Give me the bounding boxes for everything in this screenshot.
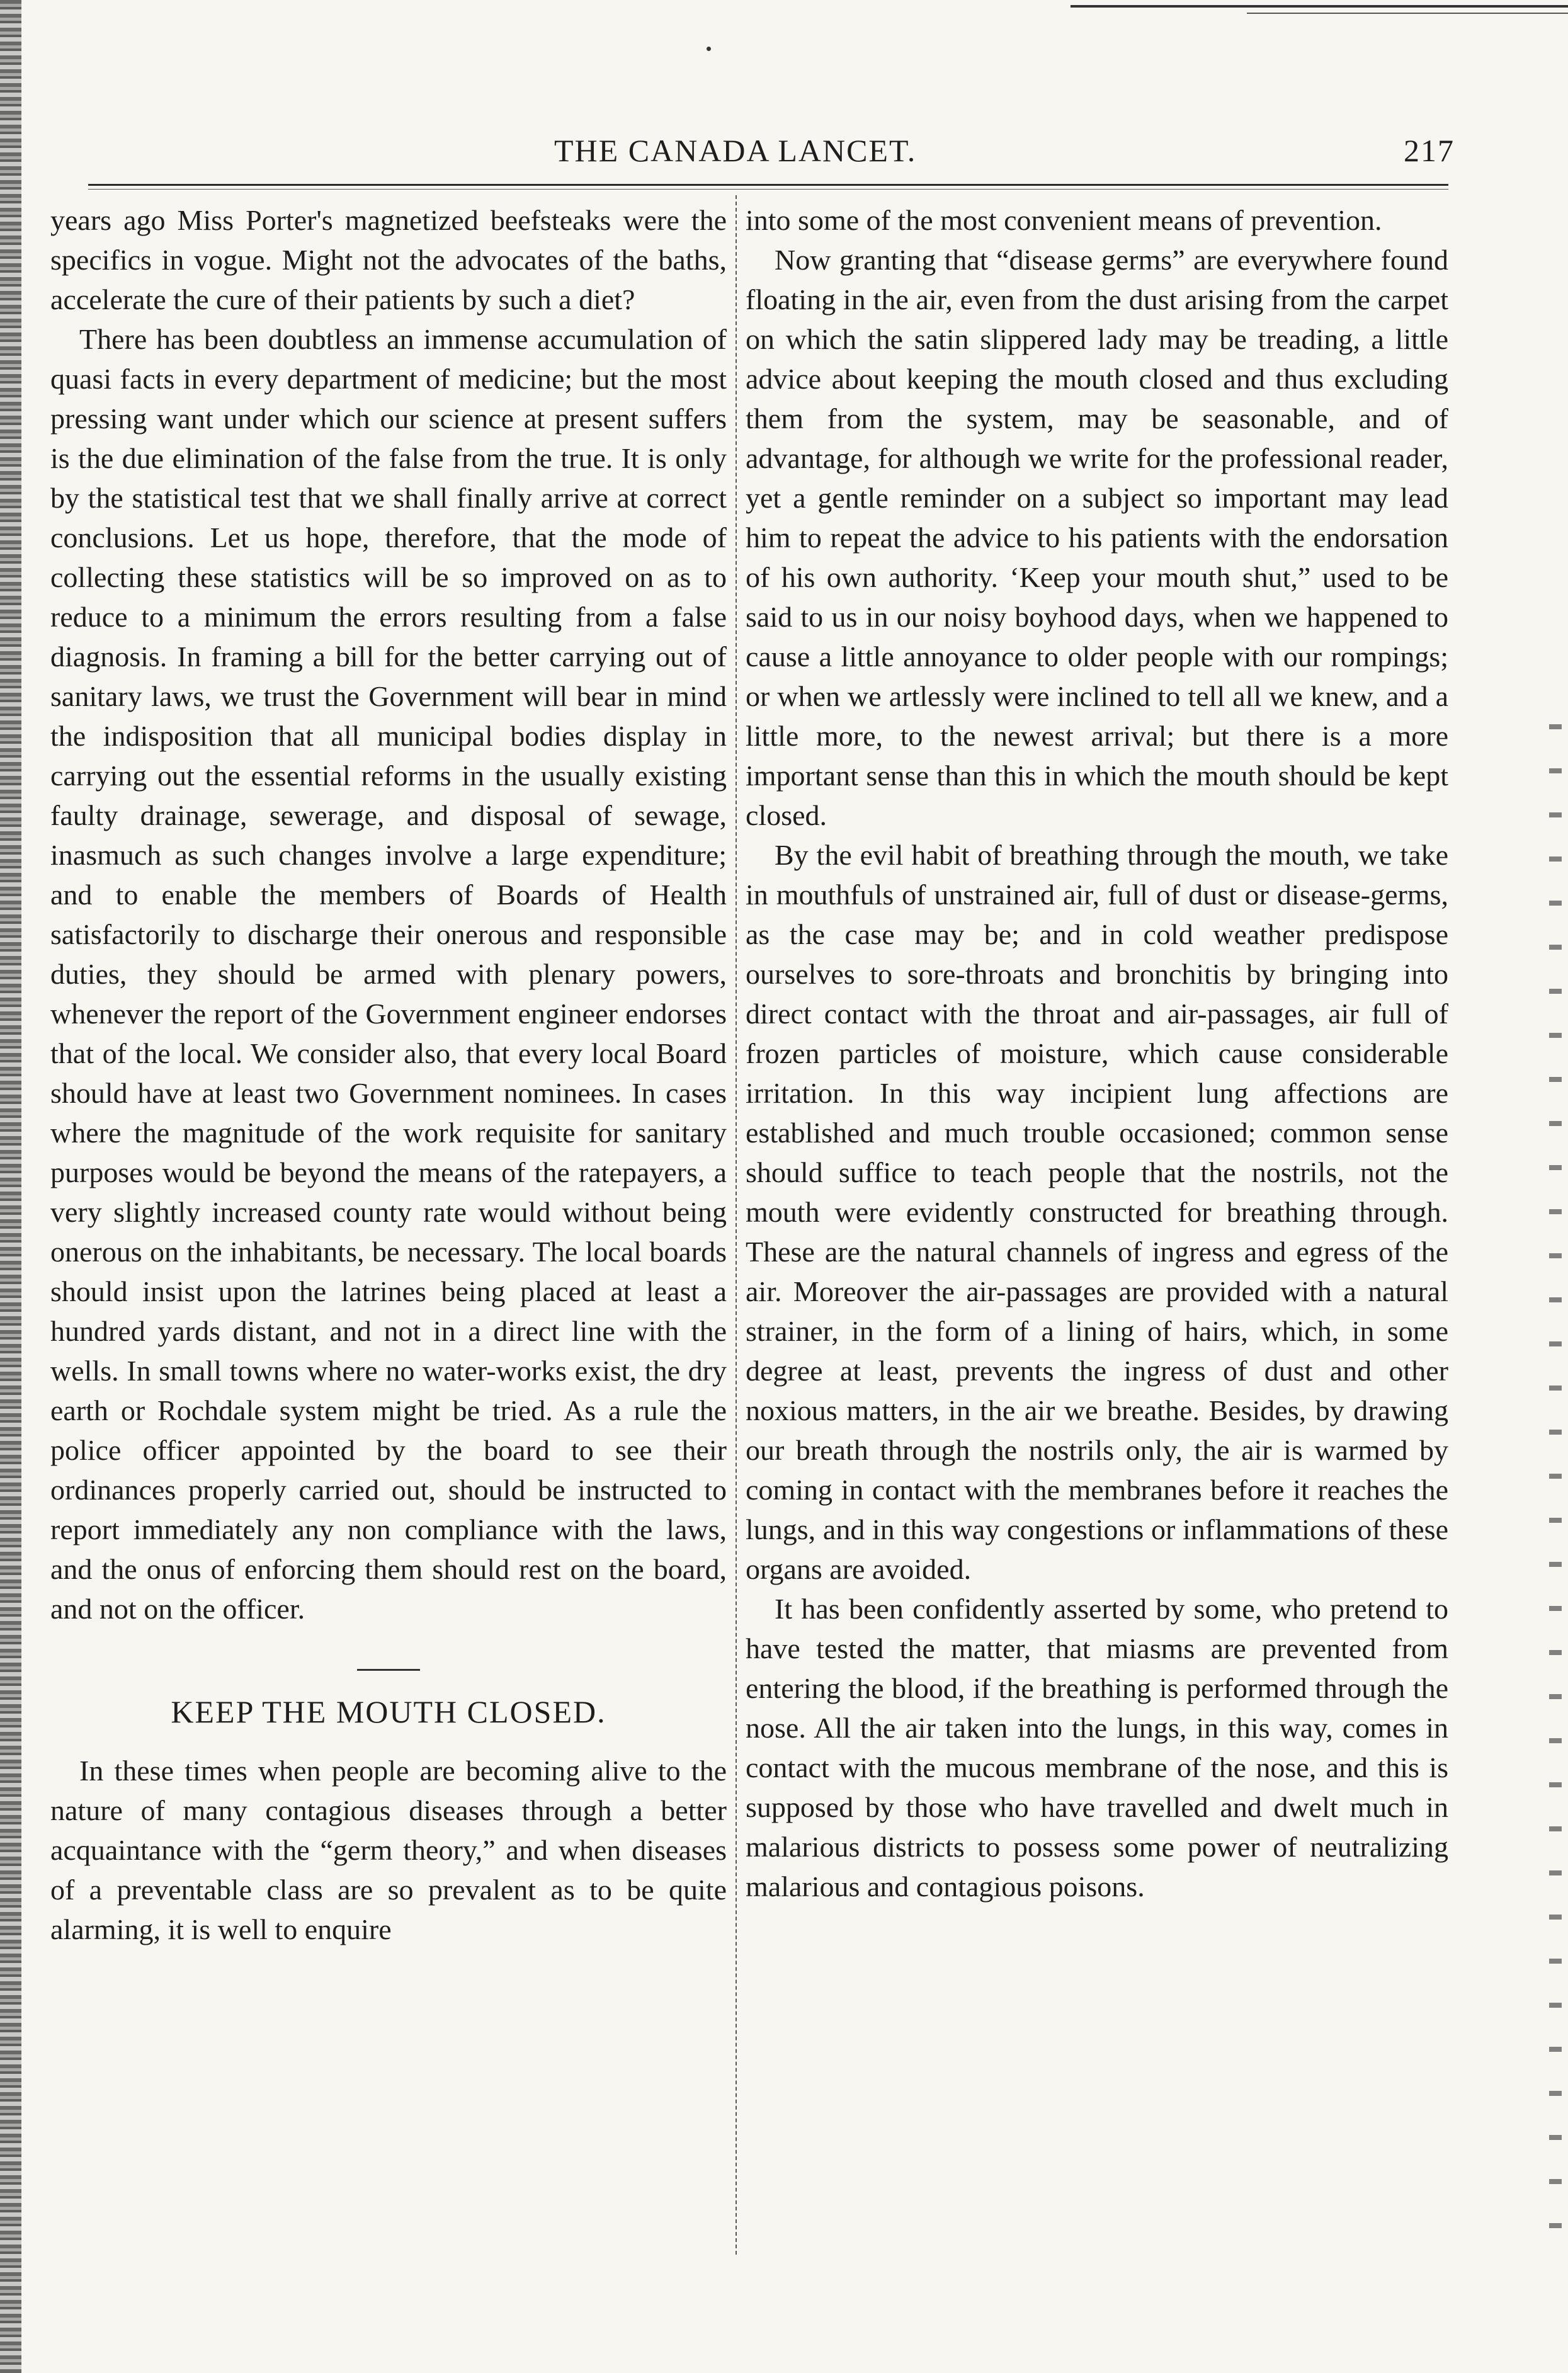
running-header: [554, 132, 1455, 176]
top-edge-rule: [1071, 5, 1568, 8]
paragraph: By the evil habit of breathing through the mouth, we take in mouthfuls of unstrained air, full of dust or disease-germs, as the case may be; and in cold weather predispose ourselves to sore-throats and bronchitis by bringing into direct contact with the throat and air-passages, air full of frozen particles of moisture, which cause considerable irritation. In this way incipient lung affections are established and much trouble occasioned; common sense should suffice to teach people that the nostrils, not the mouth were evidently constructed for breathing through. These are the natural channels of ingress and egress of the air. Moreover the air-passages are provided with a natural strainer, in the form of a lining of hairs, which, in some degree at least, prevents the ingress of dust and other noxious matters, in the air we breathe. Besides, by drawing our breath through the nostrils only, the air is warmed by coming in contact with the membranes before it reaches the lungs, and in this way congestions or inflammations of these organs are avoided.: [746, 839, 1448, 1585]
paragraph: It has been confidently asserted by some, who pretend to have tested the matter, that miasms are prevented from entering the blood, if the breathing is performed through the nose. All the air taken into the lungs, in this way, comes in contact with the mucous membrane of the nose, and this is supposed by those who have travelled and dwelt much in malarious districts to possess some power of neutralizing malarious and contagious poisons.: [746, 1593, 1448, 1903]
paragraph: years ago Miss Porter's magnetized beefsteaks were the specifics in vogue. Might not the advocates of the baths, accelerate the cure of their patients by such a diet?: [50, 204, 727, 316]
page-number: 217: [1404, 133, 1455, 168]
page-binding-edge: [0, 0, 21, 2373]
right-column: [746, 200, 1448, 1906]
section-separator: [357, 1669, 420, 1671]
header-rule: [88, 184, 1448, 186]
journal-title: THE CANADA LANCET.: [554, 133, 917, 168]
print-speck: [707, 47, 711, 51]
left-column: [50, 200, 727, 1949]
column-divider: [736, 195, 737, 2255]
paragraph: into some of the most convenient means of prevention.: [746, 204, 1382, 236]
section-title: KEEP THE MOUTH CLOSED.: [171, 1694, 606, 1729]
paragraph: There has been doubtless an immense accumulation of quasi facts in every department of medicine; but the most pressing want under which our science at present suffers is the due elimination of the false from the true. It is only by the statistical test that we shall finally arrive at correct conclusions. Let us hope, therefore, that the mode of collecting these statistics will be so improved on as to reduce to a minimum the errors resulting from a false diagnosis. In framing a bill for the better carrying out of sanitary laws, we trust the Government will bear in mind the indisposition that all municipal bodies display in carrying out the essential reforms in the usually existing faulty drainage, sewerage, and disposal of sewage, inasmuch as such changes involve a large expenditure; and to enable the members of Boards of Health satisfactorily to discharge their onerous and responsible duties, they should be armed with plenary powers, whenever the report of the Government engineer endorses that of the local. We consider also, that every local Board should have at least two Government nominees. In cases where the magnitude of the work requisite for sanitary purposes would be beyond the means of the ratepayers, a very slightly increased county rate would without being onerous on the inhabitants, be necessary. The local boards should insist upon the latrines being placed at least a hundred yards distant, and not in a direct line with the wells. In small towns where no water-works exist, the dry earth or Rochdale system might be tried. As a rule the police officer appointed by the board to see their ordinances properly carried out, should be instructed to report immediately any non compliance with the laws, and the onus of enforcing them should rest on the board, and not on the officer.: [50, 323, 727, 1625]
paragraph: Now granting that “disease germs” are everywhere found floating in the air, even from the dust arising from the carpet on which the satin slippered lady may be treading, a little advice about keeping the mouth closed and thus excluding them from the system, may be seasonable, and of advantage, for although we write for the professional reader, yet a gentle reminder on a subject so important may lead him to repeat the advice to his patients with the endorsation of his own authority. ‘Keep your mouth shut,” used to be said to us in our noisy boyhood days, when we happened to cause a little annoyance to older people with our rompings; or when we artlessly were inclined to tell all we knew, and a little more, to the newest arrival; but there is a more important sense than this in which the mouth should be kept closed.: [746, 244, 1448, 831]
paragraph: In these times when people are becoming alive to the nature of many contagious diseases through a better acquaintance with the “germ theory,” and when diseases of a preventable class are so prevalent as to be quite alarming, it is well to enquire: [50, 1755, 727, 1945]
margin-bleed-marks: [1549, 724, 1562, 2236]
top-edge-rule-thin: [1247, 13, 1568, 14]
header-rule-thin: [88, 189, 1448, 190]
